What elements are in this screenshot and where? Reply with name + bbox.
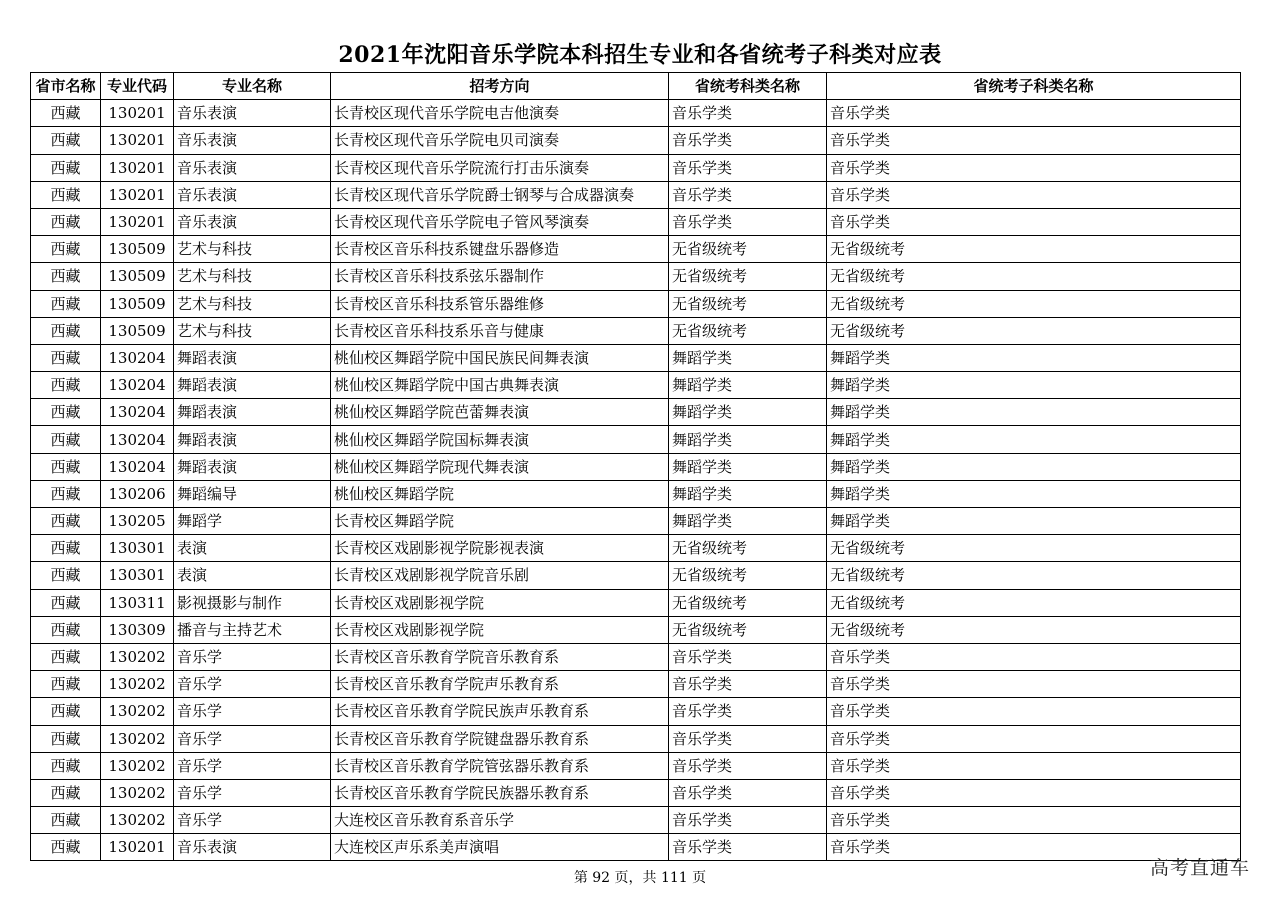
major-name-cell: 舞蹈表演 bbox=[174, 426, 331, 453]
exam-subcategory-cell: 无省级统考 bbox=[827, 317, 1241, 344]
direction-cell: 长青校区现代音乐学院电贝司演奏 bbox=[331, 127, 669, 154]
table-row bbox=[31, 616, 1241, 643]
major-code-cell: 130202 bbox=[101, 725, 174, 752]
province-cell: 西藏 bbox=[31, 399, 101, 426]
exam-subcategory-cell: 音乐学类 bbox=[827, 100, 1241, 127]
major-code-cell: 130204 bbox=[101, 453, 174, 480]
table-row bbox=[31, 181, 1241, 208]
exam-subcategory-cell: 无省级统考 bbox=[827, 616, 1241, 643]
province-cell: 西藏 bbox=[31, 779, 101, 806]
major-name-cell: 舞蹈学 bbox=[174, 508, 331, 535]
table-row bbox=[31, 399, 1241, 426]
major-code-cell: 130509 bbox=[101, 263, 174, 290]
major-name-cell: 音乐表演 bbox=[174, 208, 331, 235]
exam-subcategory-cell: 音乐学类 bbox=[827, 779, 1241, 806]
exam-subcategory-cell: 音乐学类 bbox=[827, 698, 1241, 725]
exam-category-cell: 音乐学类 bbox=[669, 834, 827, 861]
major-name-cell: 音乐学 bbox=[174, 643, 331, 670]
page-number-footer: 第 92 页，共 111 页 bbox=[573, 870, 707, 886]
exam-subcategory-cell: 音乐学类 bbox=[827, 127, 1241, 154]
exam-category-cell: 音乐学类 bbox=[669, 671, 827, 698]
province-cell: 西藏 bbox=[31, 317, 101, 344]
table-row bbox=[31, 344, 1241, 371]
direction-cell: 大连校区声乐系美声演唱 bbox=[331, 834, 669, 861]
column-header-exam-subcategory: 省统考子科类名称 bbox=[827, 73, 1241, 100]
watermark: 高考直通车 bbox=[1149, 857, 1250, 879]
exam-category-cell: 舞蹈学类 bbox=[669, 399, 827, 426]
table-row bbox=[31, 589, 1241, 616]
major-code-cell: 130206 bbox=[101, 480, 174, 507]
major-code-cell: 130202 bbox=[101, 779, 174, 806]
exam-subcategory-cell: 音乐学类 bbox=[827, 752, 1241, 779]
exam-category-cell: 无省级统考 bbox=[669, 589, 827, 616]
province-cell: 西藏 bbox=[31, 589, 101, 616]
major-code-cell: 130201 bbox=[101, 127, 174, 154]
direction-cell: 长青校区音乐教育学院音乐教育系 bbox=[331, 643, 669, 670]
exam-category-cell: 舞蹈学类 bbox=[669, 372, 827, 399]
major-name-cell: 舞蹈表演 bbox=[174, 399, 331, 426]
major-code-cell: 130202 bbox=[101, 698, 174, 725]
exam-category-cell: 音乐学类 bbox=[669, 100, 827, 127]
table-header-row bbox=[31, 73, 1241, 100]
major-name-cell: 影视摄影与制作 bbox=[174, 589, 331, 616]
direction-cell: 长青校区戏剧影视学院音乐剧 bbox=[331, 562, 669, 589]
table-row bbox=[31, 453, 1241, 480]
major-name-cell: 表演 bbox=[174, 562, 331, 589]
exam-subcategory-cell: 音乐学类 bbox=[827, 834, 1241, 861]
major-code-cell: 130204 bbox=[101, 372, 174, 399]
table-row bbox=[31, 508, 1241, 535]
enrollment-table bbox=[30, 72, 1241, 861]
exam-subcategory-cell: 无省级统考 bbox=[827, 535, 1241, 562]
direction-cell: 桃仙校区舞蹈学院中国古典舞表演 bbox=[331, 372, 669, 399]
province-cell: 西藏 bbox=[31, 290, 101, 317]
province-cell: 西藏 bbox=[31, 154, 101, 181]
table-row bbox=[31, 807, 1241, 834]
major-code-cell: 130301 bbox=[101, 535, 174, 562]
direction-cell: 长青校区音乐教育学院民族声乐教育系 bbox=[331, 698, 669, 725]
table-row bbox=[31, 752, 1241, 779]
column-header-major-code: 专业代码 bbox=[101, 73, 174, 100]
direction-cell: 长青校区戏剧影视学院 bbox=[331, 616, 669, 643]
province-cell: 西藏 bbox=[31, 725, 101, 752]
direction-cell: 长青校区现代音乐学院电子管风琴演奏 bbox=[331, 208, 669, 235]
table-row bbox=[31, 290, 1241, 317]
exam-subcategory-cell: 舞蹈学类 bbox=[827, 399, 1241, 426]
exam-subcategory-cell: 无省级统考 bbox=[827, 236, 1241, 263]
exam-subcategory-cell: 音乐学类 bbox=[827, 181, 1241, 208]
exam-subcategory-cell: 舞蹈学类 bbox=[827, 508, 1241, 535]
exam-category-cell: 音乐学类 bbox=[669, 643, 827, 670]
province-cell: 西藏 bbox=[31, 562, 101, 589]
table-row bbox=[31, 725, 1241, 752]
major-name-cell: 艺术与科技 bbox=[174, 263, 331, 290]
major-code-cell: 130202 bbox=[101, 752, 174, 779]
table-row bbox=[31, 779, 1241, 806]
page-title: 2021年沈阳音乐学院本科招生专业和各省统考子科类对应表 bbox=[338, 42, 942, 68]
province-cell: 西藏 bbox=[31, 834, 101, 861]
major-code-cell: 130201 bbox=[101, 154, 174, 181]
exam-subcategory-cell: 音乐学类 bbox=[827, 208, 1241, 235]
major-name-cell: 音乐学 bbox=[174, 779, 331, 806]
major-name-cell: 音乐表演 bbox=[174, 100, 331, 127]
major-name-cell: 舞蹈表演 bbox=[174, 372, 331, 399]
major-code-cell: 130201 bbox=[101, 181, 174, 208]
major-code-cell: 130311 bbox=[101, 589, 174, 616]
exam-subcategory-cell: 舞蹈学类 bbox=[827, 344, 1241, 371]
table-row bbox=[31, 643, 1241, 670]
province-cell: 西藏 bbox=[31, 208, 101, 235]
exam-category-cell: 舞蹈学类 bbox=[669, 426, 827, 453]
table-row bbox=[31, 562, 1241, 589]
major-code-cell: 130205 bbox=[101, 508, 174, 535]
direction-cell: 长青校区音乐科技系键盘乐器修造 bbox=[331, 236, 669, 263]
major-code-cell: 130301 bbox=[101, 562, 174, 589]
direction-cell: 长青校区音乐教育学院管弦器乐教育系 bbox=[331, 752, 669, 779]
exam-subcategory-cell: 舞蹈学类 bbox=[827, 480, 1241, 507]
province-cell: 西藏 bbox=[31, 453, 101, 480]
major-name-cell: 艺术与科技 bbox=[174, 290, 331, 317]
exam-category-cell: 舞蹈学类 bbox=[669, 508, 827, 535]
major-code-cell: 130202 bbox=[101, 643, 174, 670]
direction-cell: 大连校区音乐教育系音乐学 bbox=[331, 807, 669, 834]
province-cell: 西藏 bbox=[31, 372, 101, 399]
direction-cell: 桃仙校区舞蹈学院芭蕾舞表演 bbox=[331, 399, 669, 426]
direction-cell: 长青校区音乐教育学院声乐教育系 bbox=[331, 671, 669, 698]
province-cell: 西藏 bbox=[31, 616, 101, 643]
major-name-cell: 音乐学 bbox=[174, 725, 331, 752]
direction-cell: 长青校区音乐科技系乐音与健康 bbox=[331, 317, 669, 344]
major-name-cell: 音乐表演 bbox=[174, 834, 331, 861]
direction-cell: 桃仙校区舞蹈学院中国民族民间舞表演 bbox=[331, 344, 669, 371]
major-name-cell: 音乐表演 bbox=[174, 181, 331, 208]
exam-category-cell: 无省级统考 bbox=[669, 263, 827, 290]
direction-cell: 长青校区音乐教育学院民族器乐教育系 bbox=[331, 779, 669, 806]
province-cell: 西藏 bbox=[31, 671, 101, 698]
exam-subcategory-cell: 舞蹈学类 bbox=[827, 372, 1241, 399]
exam-category-cell: 音乐学类 bbox=[669, 208, 827, 235]
direction-cell: 长青校区音乐教育学院键盘器乐教育系 bbox=[331, 725, 669, 752]
direction-cell: 长青校区现代音乐学院流行打击乐演奏 bbox=[331, 154, 669, 181]
major-code-cell: 130509 bbox=[101, 236, 174, 263]
table-row bbox=[31, 426, 1241, 453]
table-row bbox=[31, 698, 1241, 725]
major-name-cell: 音乐学 bbox=[174, 807, 331, 834]
exam-subcategory-cell: 音乐学类 bbox=[827, 671, 1241, 698]
province-cell: 西藏 bbox=[31, 807, 101, 834]
major-name-cell: 艺术与科技 bbox=[174, 236, 331, 263]
major-name-cell: 舞蹈表演 bbox=[174, 453, 331, 480]
province-cell: 西藏 bbox=[31, 100, 101, 127]
direction-cell: 桃仙校区舞蹈学院现代舞表演 bbox=[331, 453, 669, 480]
exam-subcategory-cell: 无省级统考 bbox=[827, 290, 1241, 317]
major-code-cell: 130201 bbox=[101, 208, 174, 235]
table-row bbox=[31, 208, 1241, 235]
table-row bbox=[31, 100, 1241, 127]
major-name-cell: 舞蹈表演 bbox=[174, 344, 331, 371]
column-header-direction: 招考方向 bbox=[331, 73, 669, 100]
direction-cell: 桃仙校区舞蹈学院国标舞表演 bbox=[331, 426, 669, 453]
exam-category-cell: 音乐学类 bbox=[669, 725, 827, 752]
table-row bbox=[31, 372, 1241, 399]
major-code-cell: 130204 bbox=[101, 399, 174, 426]
major-code-cell: 130202 bbox=[101, 807, 174, 834]
column-header-major-name: 专业名称 bbox=[174, 73, 331, 100]
major-name-cell: 音乐学 bbox=[174, 752, 331, 779]
major-name-cell: 播音与主持艺术 bbox=[174, 616, 331, 643]
exam-category-cell: 音乐学类 bbox=[669, 698, 827, 725]
major-name-cell: 表演 bbox=[174, 535, 331, 562]
exam-category-cell: 音乐学类 bbox=[669, 127, 827, 154]
exam-category-cell: 无省级统考 bbox=[669, 535, 827, 562]
exam-category-cell: 音乐学类 bbox=[669, 154, 827, 181]
direction-cell: 长青校区舞蹈学院 bbox=[331, 508, 669, 535]
major-code-cell: 130509 bbox=[101, 290, 174, 317]
major-code-cell: 130204 bbox=[101, 344, 174, 371]
province-cell: 西藏 bbox=[31, 480, 101, 507]
exam-subcategory-cell: 音乐学类 bbox=[827, 807, 1241, 834]
major-code-cell: 130202 bbox=[101, 671, 174, 698]
exam-category-cell: 音乐学类 bbox=[669, 181, 827, 208]
exam-subcategory-cell: 舞蹈学类 bbox=[827, 426, 1241, 453]
exam-category-cell: 音乐学类 bbox=[669, 807, 827, 834]
province-cell: 西藏 bbox=[31, 752, 101, 779]
major-code-cell: 130204 bbox=[101, 426, 174, 453]
exam-subcategory-cell: 无省级统考 bbox=[827, 562, 1241, 589]
table-row bbox=[31, 263, 1241, 290]
column-header-exam-category: 省统考科类名称 bbox=[669, 73, 827, 100]
table-row bbox=[31, 535, 1241, 562]
exam-category-cell: 无省级统考 bbox=[669, 562, 827, 589]
table-row bbox=[31, 480, 1241, 507]
province-cell: 西藏 bbox=[31, 181, 101, 208]
exam-category-cell: 无省级统考 bbox=[669, 236, 827, 263]
province-cell: 西藏 bbox=[31, 643, 101, 670]
exam-category-cell: 舞蹈学类 bbox=[669, 480, 827, 507]
province-cell: 西藏 bbox=[31, 263, 101, 290]
exam-category-cell: 无省级统考 bbox=[669, 317, 827, 344]
exam-category-cell: 舞蹈学类 bbox=[669, 453, 827, 480]
province-cell: 西藏 bbox=[31, 127, 101, 154]
major-name-cell: 艺术与科技 bbox=[174, 317, 331, 344]
table-row bbox=[31, 127, 1241, 154]
major-name-cell: 音乐学 bbox=[174, 671, 331, 698]
province-cell: 西藏 bbox=[31, 535, 101, 562]
table-body bbox=[31, 100, 1241, 861]
exam-subcategory-cell: 无省级统考 bbox=[827, 589, 1241, 616]
exam-category-cell: 舞蹈学类 bbox=[669, 344, 827, 371]
major-name-cell: 音乐表演 bbox=[174, 127, 331, 154]
table-row bbox=[31, 236, 1241, 263]
column-header-province: 省市名称 bbox=[31, 73, 101, 100]
exam-category-cell: 无省级统考 bbox=[669, 616, 827, 643]
province-cell: 西藏 bbox=[31, 344, 101, 371]
direction-cell: 长青校区音乐科技系弦乐器制作 bbox=[331, 263, 669, 290]
direction-cell: 长青校区戏剧影视学院影视表演 bbox=[331, 535, 669, 562]
exam-subcategory-cell: 音乐学类 bbox=[827, 154, 1241, 181]
direction-cell: 长青校区戏剧影视学院 bbox=[331, 589, 669, 616]
major-code-cell: 130509 bbox=[101, 317, 174, 344]
table-row bbox=[31, 154, 1241, 181]
table-row bbox=[31, 671, 1241, 698]
major-name-cell: 舞蹈编导 bbox=[174, 480, 331, 507]
exam-subcategory-cell: 音乐学类 bbox=[827, 643, 1241, 670]
exam-subcategory-cell: 无省级统考 bbox=[827, 263, 1241, 290]
direction-cell: 桃仙校区舞蹈学院 bbox=[331, 480, 669, 507]
exam-category-cell: 无省级统考 bbox=[669, 290, 827, 317]
table-row bbox=[31, 317, 1241, 344]
exam-subcategory-cell: 舞蹈学类 bbox=[827, 453, 1241, 480]
province-cell: 西藏 bbox=[31, 698, 101, 725]
major-code-cell: 130201 bbox=[101, 100, 174, 127]
direction-cell: 长青校区音乐科技系管乐器维修 bbox=[331, 290, 669, 317]
major-name-cell: 音乐表演 bbox=[174, 154, 331, 181]
direction-cell: 长青校区现代音乐学院爵士钢琴与合成器演奏 bbox=[331, 181, 669, 208]
major-name-cell: 音乐学 bbox=[174, 698, 331, 725]
major-code-cell: 130201 bbox=[101, 834, 174, 861]
direction-cell: 长青校区现代音乐学院电吉他演奏 bbox=[331, 100, 669, 127]
major-code-cell: 130309 bbox=[101, 616, 174, 643]
province-cell: 西藏 bbox=[31, 236, 101, 263]
province-cell: 西藏 bbox=[31, 426, 101, 453]
province-cell: 西藏 bbox=[31, 508, 101, 535]
exam-subcategory-cell: 音乐学类 bbox=[827, 725, 1241, 752]
exam-category-cell: 音乐学类 bbox=[669, 779, 827, 806]
exam-category-cell: 音乐学类 bbox=[669, 752, 827, 779]
table-row bbox=[31, 834, 1241, 861]
